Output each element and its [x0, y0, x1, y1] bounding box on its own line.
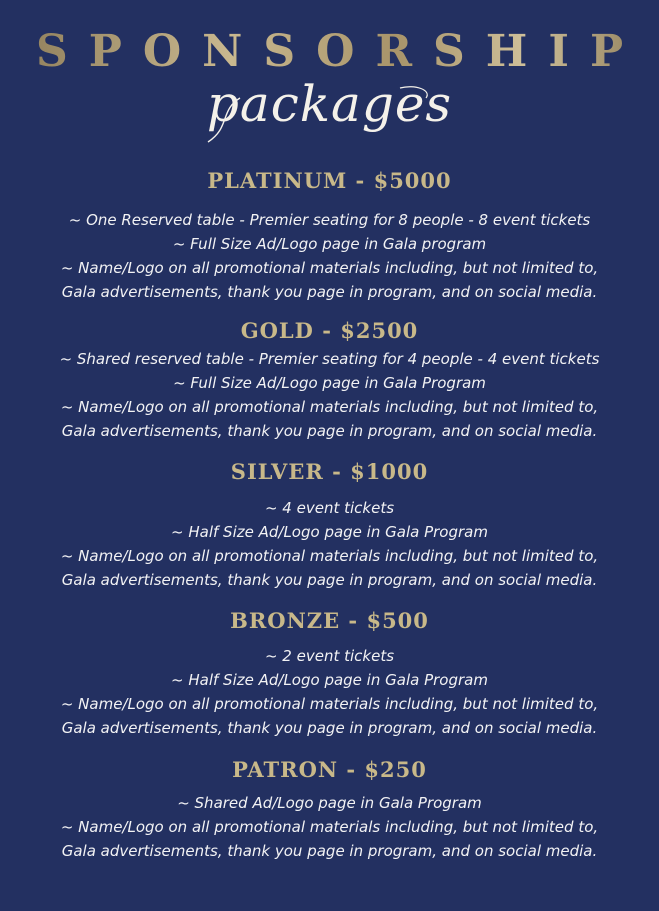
tier-gold-line: Gala advertisements, thank you page in program, and on social media. — [61, 422, 598, 440]
page-subtitle: packages — [206, 75, 453, 133]
tier-patron-line: Gala advertisements, thank you page in program, and on social media. — [61, 842, 598, 860]
page-title: SPONSORSHIP — [0, 26, 659, 78]
tier-silver-line: ~ 4 event tickets — [264, 499, 395, 517]
tier-platinum-line: ~ Full Size Ad/Logo page in Gala program — [172, 235, 487, 253]
tier-platinum-line: Gala advertisements, thank you page in program, and on social media. — [61, 283, 598, 301]
tier-gold-line: ~ Shared reserved table - Premier seating for 4 people - 4 event tickets — [59, 350, 600, 368]
tier-platinum-line: ~ One Reserved table - Premier seating for 8 people - 8 event tickets — [68, 211, 591, 229]
tier-title-platinum: PLATINUM - $5000 — [207, 168, 452, 193]
tier-silver-line: ~ Name/Logo on all promotional materials including, but not limited to, — [60, 547, 599, 565]
tier-title-patron: PATRON - $250 — [232, 757, 427, 782]
tier-platinum-line: ~ Name/Logo on all promotional materials including, but not limited to, — [60, 259, 599, 277]
tier-bronze-line: Gala advertisements, thank you page in program, and on social media. — [61, 719, 598, 737]
tier-patron-line: ~ Shared Ad/Logo page in Gala Program — [177, 794, 482, 812]
tier-silver-line: ~ Half Size Ad/Logo page in Gala Program — [171, 523, 488, 541]
tier-gold-line: ~ Full Size Ad/Logo page in Gala Program — [173, 374, 486, 392]
tier-title-bronze: BRONZE - $500 — [230, 608, 429, 633]
tier-title-silver: SILVER - $1000 — [230, 459, 429, 484]
tier-bronze-line: ~ Half Size Ad/Logo page in Gala Program — [171, 671, 488, 689]
tier-bronze-line: ~ Name/Logo on all promotional materials including, but not limited to, — [60, 695, 599, 713]
tier-silver-line: Gala advertisements, thank you page in program, and on social media. — [61, 571, 598, 589]
tier-patron-line: ~ Name/Logo on all promotional materials including, but not limited to, — [60, 818, 599, 836]
tier-bronze-line: ~ 2 event tickets — [264, 647, 395, 665]
tier-gold-line: ~ Name/Logo on all promotional materials including, but not limited to, — [60, 398, 599, 416]
tier-title-gold: GOLD - $2500 — [240, 318, 419, 343]
